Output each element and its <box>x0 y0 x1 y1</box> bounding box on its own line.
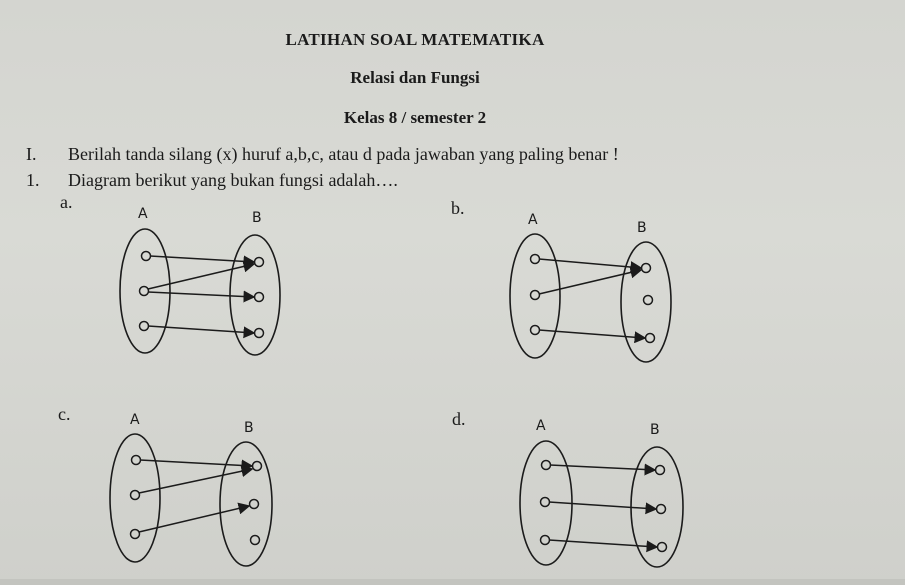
option-b-diagram[interactable] <box>500 232 690 367</box>
question-1 <box>26 170 398 191</box>
option-d-set-a-label: A <box>536 418 546 434</box>
codomain-oval <box>621 242 671 362</box>
page-title: LATIHAN SOAL MATEMATIKA <box>285 30 545 49</box>
instruction <box>26 144 619 165</box>
option-d-diagram[interactable] <box>510 437 700 572</box>
option-c-set-a-label: A <box>130 412 140 428</box>
domain-oval <box>120 229 170 353</box>
question-text: Diagram berikut yang bukan fungsi adalah…. <box>68 170 398 190</box>
option-c-set-b-label: B <box>244 420 254 436</box>
page-subtitle: Relasi dan Fungsi <box>350 68 480 87</box>
option-d-label[interactable]: d. <box>452 409 466 429</box>
page-bottom-edge <box>0 579 905 585</box>
option-d-set-b-label: B <box>650 422 660 438</box>
codomain-oval <box>220 442 272 566</box>
domain-oval <box>510 234 560 358</box>
instruction-number: I. <box>26 144 37 164</box>
class-info: Kelas 8 / semester 2 <box>343 108 487 127</box>
option-c-diagram[interactable] <box>100 432 290 572</box>
option-a-set-b-label: B <box>252 210 262 226</box>
domain-oval <box>110 434 160 562</box>
question-number: 1. <box>26 170 40 190</box>
option-b-set-a-label: A <box>528 212 538 228</box>
option-a-set-a-label: A <box>138 206 148 222</box>
option-b-set-b-label: B <box>637 220 647 236</box>
instruction-text: Berilah tanda silang (x) huruf a,b,c, atau d pada jawaban yang paling benar ! <box>68 144 619 164</box>
option-a-label[interactable]: a. <box>60 192 73 212</box>
option-b-label[interactable]: b. <box>451 198 465 218</box>
option-a-diagram[interactable] <box>110 225 300 360</box>
option-c-label[interactable]: c. <box>58 404 71 424</box>
